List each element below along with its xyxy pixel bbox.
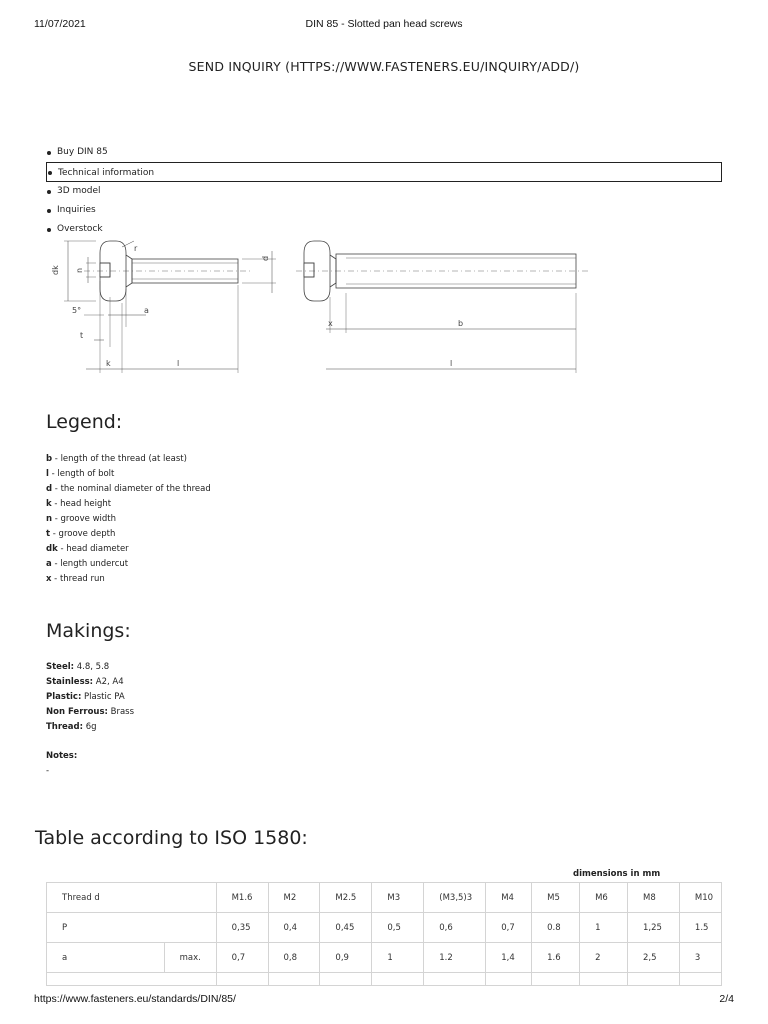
legend-item: b - length of the thread (at least) [46,454,187,464]
making-item: Stainless: A2, A4 [46,677,124,687]
making-item: Plastic: Plastic PA [46,692,125,702]
table-cell: (M3,5)3 [424,883,486,913]
label-a: a [144,306,149,315]
table-cell: a [47,943,165,973]
label-n: n [75,267,84,273]
legend-item: k - head height [46,499,112,509]
legend-item: n - groove width [46,514,117,524]
table-cell: max. [164,943,216,973]
label-angle: 5° [72,306,82,315]
notes-value: - [46,766,50,776]
table-row-cut-off [47,973,722,986]
legend-list [46,452,211,587]
making-item: Non Ferrous: Brass [46,707,135,717]
nav-item-inquiries[interactable]: Inquiries [46,201,722,220]
table-cell: 1.6 [532,943,580,973]
label-d: d [261,255,270,261]
making-item: Thread: 6g [46,722,97,732]
table-cell: 2 [580,943,628,973]
table-cell: 1,25 [627,913,679,943]
screw-technical-drawing [46,237,606,379]
table-row [47,883,722,913]
label-k: k [106,359,111,368]
table-cell: P [47,913,217,943]
nav-item-3d-model[interactable]: 3D model [46,182,722,201]
table-cell: M6 [580,883,628,913]
print-url: https://www.fasteners.eu/standards/DIN/85/ [34,993,236,1005]
label-t: t [80,331,84,340]
table-cell: 1.2 [424,943,486,973]
print-page-title: DIN 85 - Slotted pan head screws [305,18,463,30]
print-date: 11/07/2021 [34,18,86,30]
table-cell: 0,7 [486,913,532,943]
table-cell: 0.8 [532,913,580,943]
table-cell: 0,35 [216,913,268,943]
table-cell: M3 [372,883,424,913]
legend-item: x - thread run [46,574,105,584]
table-cell: M1.6 [216,883,268,913]
legend-item: a - length undercut [46,559,129,569]
screw-side-view-2 [296,241,590,373]
legend-heading: Legend: [46,411,123,433]
section-nav [46,143,722,239]
notes [46,749,77,779]
table-cell: 1 [372,943,424,973]
table-cell: M5 [532,883,580,913]
label-l: l [177,359,180,368]
label-dk: dk [51,265,60,275]
print-page-number: 2/4 [719,993,734,1005]
dimensions-caption: dimensions in mm [573,869,661,879]
table-cell: Thread d [47,883,217,913]
legend-item: d - the nominal diameter of the thread [46,484,211,494]
legend-item: t - groove depth [46,529,116,539]
label-l-2: l [450,359,453,368]
iso-table-heading: Table according to ISO 1580: [35,827,308,849]
table-cell: M8 [627,883,679,913]
makings-list [46,660,134,735]
table-cell: M2 [268,883,320,913]
table-cell: 0,5 [372,913,424,943]
screw-side-view-1 [64,241,276,373]
send-inquiry-link[interactable]: SEND INQUIRY (HTTPS://WWW.FASTENERS.EU/INQUIRY/ADD/) [188,59,580,74]
table-cell: 1,4 [486,943,532,973]
table-cell: M4 [486,883,532,913]
table-cell: 0,7 [216,943,268,973]
table-row [47,913,722,943]
table-cell: 0,8 [268,943,320,973]
legend-item: l - length of bolt [46,469,115,479]
making-item: Steel: 4.8, 5.8 [46,662,110,672]
table-cell: 0,45 [320,913,372,943]
makings-heading: Makings: [46,620,131,642]
table-cell: 1 [580,913,628,943]
nav-item-overstock[interactable]: Overstock [46,220,722,239]
table-cell: 0,9 [320,943,372,973]
table-cell: 0,4 [268,913,320,943]
legend-item: dk - head diameter [46,544,129,554]
table-cell: 3 [679,943,721,973]
table-cell: 0,6 [424,913,486,943]
label-x: x [328,319,333,328]
notes-label: Notes: [46,751,78,761]
nav-item-technical-information[interactable]: Technical information [46,162,722,182]
table-cell: 1.5 [679,913,721,943]
iso-1580-table [46,882,722,986]
table-cell: M10 [679,883,721,913]
nav-item-buy[interactable]: Buy DIN 85 [46,143,722,162]
label-r: r [134,244,138,253]
table-row [47,943,722,973]
table-cell: 2,5 [627,943,679,973]
label-b: b [458,319,464,328]
table-cell: M2.5 [320,883,372,913]
